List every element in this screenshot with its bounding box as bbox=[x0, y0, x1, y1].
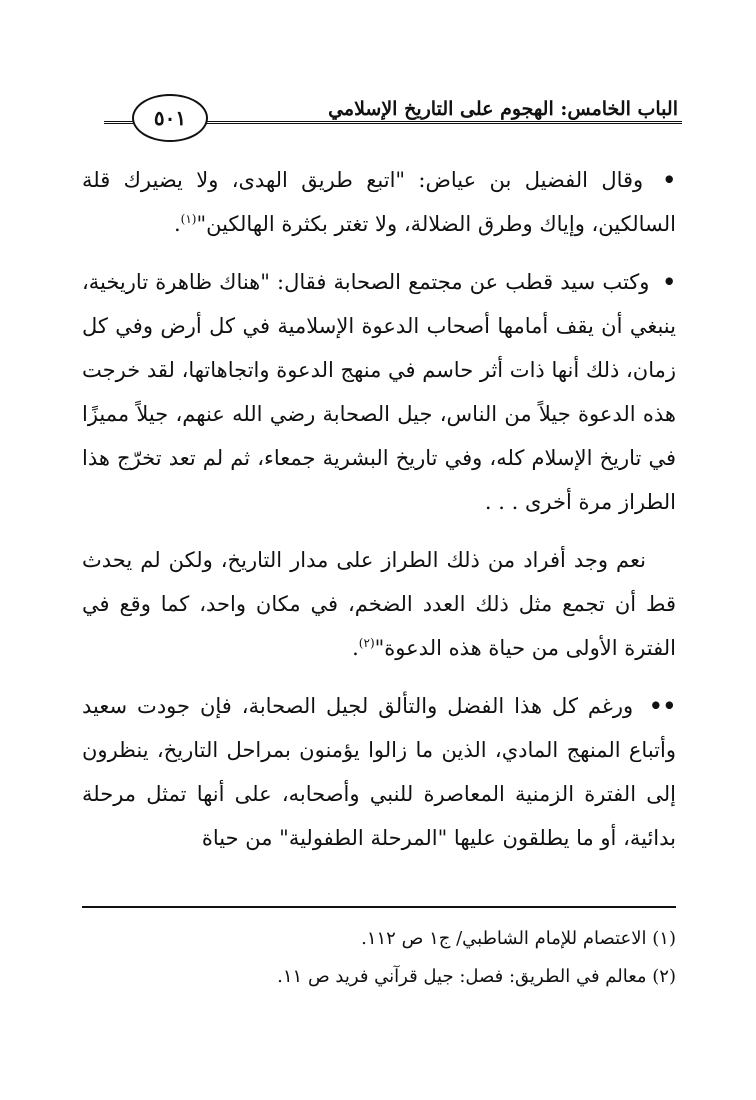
paragraph-text: وقال الفضيل بن عياض: "اتبع طريق الهدى، ولا يضيرك قلة السالكين، وإياك وطرق الضلالة، ولا تغتر بكثرة الهالكين" bbox=[82, 168, 676, 236]
page-number: ٥٠١ bbox=[153, 106, 187, 130]
paragraph-end: . bbox=[352, 636, 359, 660]
chapter-title: الباب الخامس: الهجوم على التاريخ الإسلامي bbox=[320, 98, 678, 120]
footnote-ref: (٢) bbox=[358, 636, 375, 650]
paragraph-end: . bbox=[173, 212, 181, 236]
bullet: • bbox=[662, 269, 676, 294]
paragraph bbox=[82, 538, 676, 670]
bullet: • bbox=[662, 167, 676, 192]
footnote-divider bbox=[82, 906, 676, 908]
paragraph bbox=[82, 684, 676, 860]
paragraph-text: نعم وجد أفراد من ذلك الطراز على مدار التاريخ، ولكن لم يحدث قط أن تجمع مثل ذلك العدد الضخم، في مكان واحد، كما وقع في الفترة الأولى من حياة هذه الدعوة" bbox=[82, 548, 676, 660]
paragraph-text: ورغم كل هذا الفضل والتألق لجيل الصحابة، فإن جودت سعيد وأتباع المنهج المادي، الذين ما زالوا يؤمنون بمراحل التاريخ، ينظرون إلى الفترة الزمنية المعاصرة للنبي وأصحابه، على أنها تمثل مرحلة بدائية، أو ما يطلقون عليها "المرحلة الطفولية" من حياة bbox=[82, 694, 676, 850]
footnote-ref: (١) bbox=[180, 212, 197, 226]
bullet: •• bbox=[649, 693, 677, 718]
paragraph bbox=[82, 158, 676, 246]
page-number-badge bbox=[132, 94, 208, 142]
paragraph-text: وكتب سيد قطب عن مجتمع الصحابة فقال: "هناك ظاهرة تاريخية، ينبغي أن يقف أمامها أصحاب الدعوة الإسلامية في كل أرض وفي كل زمان، ذلك أنها ذات أثر حاسم في منهج الدعوة واتجاهاتها، لقد خرجت هذه الدعوة جيلاً من الناس، جيل الصحابة رضي الله عنهم، جيلاً مميزًا في تاريخ الإسلام كله، وفي تاريخ البشرية جمعاء، ثم لم تعد تخرّج هذا الطراز مرة أخرى . . . bbox=[82, 270, 676, 514]
main-text bbox=[82, 158, 676, 860]
footnotes bbox=[82, 920, 676, 996]
footnote: (٢) معالم في الطريق: فصل: جيل قرآني فريد ص ١١. bbox=[277, 966, 676, 987]
paragraph bbox=[82, 260, 676, 524]
footnote: (١) الاعتصام للإمام الشاطبي/ ج١ ص ١١٢. bbox=[361, 928, 676, 949]
